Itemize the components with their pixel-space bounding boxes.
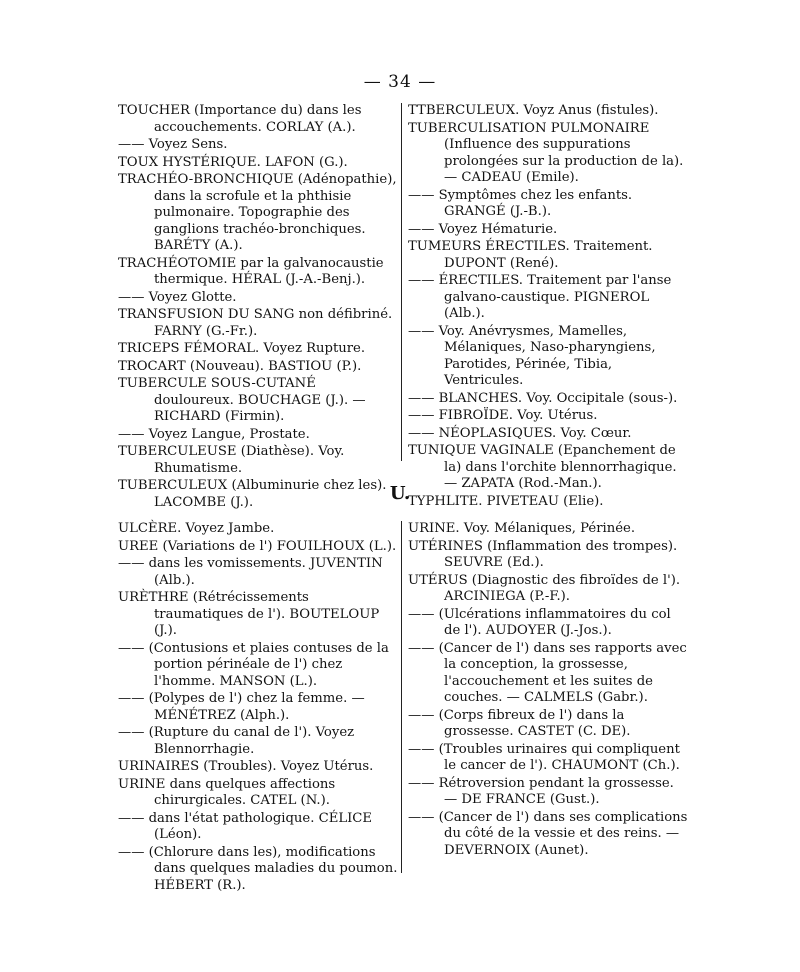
index-entry: —— NÉOPLASIQUES. Voy. Cœur. xyxy=(408,425,632,441)
index-entry: TUBERCULISATION PULMONAIRE (Influence des suppurations prolongées sur la production de la). — CADEAU (Emile). xyxy=(408,120,684,185)
index-column-bottom-left xyxy=(118,521,398,895)
index-entry: —— (Rupture du canal de l'). Voyez Blennorrhagie. xyxy=(118,725,355,757)
index-entry: URINAIRES (Troubles). Voyez Utérus. xyxy=(118,759,374,774)
index-entry: TOUX HYSTÉRIQUE. LAFON (G.). xyxy=(118,154,348,170)
page-number: — 34 — xyxy=(363,72,437,92)
index-entry: URINE. Voy. Mélaniques, Périnée. xyxy=(408,521,636,536)
index-entry: TOUCHER (Importance du) dans les accouchements. CORLAY (A.). xyxy=(118,103,362,135)
index-entry: TUNIQUE VAGINALE (Epanchement de la) dans l'orchite blennorrhagique. — ZAPATA (Rod.-Man.). xyxy=(408,443,677,491)
index-entry: ULCÈRE. Voyez Jambe. xyxy=(118,521,275,536)
index-entry: —— Voyez Glotte. xyxy=(118,289,237,305)
index-entry: URINE dans quelques affections chirurgicales. CATEL (N.). xyxy=(118,776,336,808)
index-entry: —— Rétroversion pendant la grossesse. — DE FRANCE (Gust.). xyxy=(408,775,674,807)
index-entry: —— (Polypes de l') chez la femme. — MÉNÉTREZ (Alph.). xyxy=(118,691,365,723)
index-column-top-right xyxy=(408,103,688,511)
index-entry: —— Symptômes chez les enfants. GRANGÉ (J.-B.). xyxy=(408,187,633,219)
column-divider xyxy=(401,103,402,461)
index-entry: —— ÉRECTILES. Traitement par l'anse galvano-caustique. PIGNEROL (Alb.). xyxy=(408,273,672,321)
index-entry: TRICEPS FÉMORAL. Voyez Rupture. xyxy=(118,341,366,356)
index-entry: UREE (Variations de l') FOUILHOUX (L.). xyxy=(118,538,397,554)
index-entry: —— (Contusions et plaies contuses de la portion périnéale de l') chez l'homme. MANSON (L.). xyxy=(118,640,389,689)
index-entry: TYPHLITE. PIVETEAU (Elie). xyxy=(408,493,604,509)
index-entry: URÈTHRE (Rétrécissements traumatiques de l'). BOUTELOUP (J.). xyxy=(118,590,380,638)
index-entry: TUBERCULEUSE (Diathèse). Voy. Rhumatisme. xyxy=(118,444,345,476)
index-entry: TUBERCULE SOUS-CUTANÉ douloureux. BOUCHAGE (J.). — RICHARD (Firmin). xyxy=(118,376,366,424)
index-entry: —— BLANCHES. Voy. Occipitale (sous-). xyxy=(408,390,678,406)
index-entry: —— (Troubles urinaires qui compliquent le cancer de l'). CHAUMONT (Ch.). xyxy=(408,741,680,773)
index-column-bottom-right xyxy=(408,521,688,860)
index-entry: —— FIBROÏDE. Voy. Utérus. xyxy=(408,408,598,423)
index-entry: UTÉRUS (Diagnostic des fibroïdes de l'). ARCINIEGA (P.-F.). xyxy=(408,572,681,604)
index-entry: —— (Cancer de l') dans ses complications du côté de la vessie et des reins. — DEVERNOIX (Aunet). xyxy=(408,809,688,858)
index-entry: —— dans les vomissements. JUVENTIN (Alb.). xyxy=(118,556,383,588)
index-entry: TUMEURS ÉRECTILES. Traitement. DUPONT (René). xyxy=(408,239,653,271)
index-entry: —— Voyez Langue, Prostate. xyxy=(118,426,310,442)
index-column-top-left xyxy=(118,103,398,512)
index-entry: —— (Cancer de l') dans ses rapports avec la conception, la grossesse, l'accouchement et les suites de couches. — CALMELS (Gabr.). xyxy=(408,640,687,705)
index-entry: —— (Chlorure dans les), modifications dans quelques maladies du poumon. HÉBERT (R.). xyxy=(118,844,398,893)
column-divider xyxy=(401,521,402,873)
index-entry: TROCART (Nouveau). BASTIOU (P.). xyxy=(118,358,362,374)
index-entry: TRANSFUSION DU SANG non défibriné. FARNY (G.-Fr.). xyxy=(118,307,393,339)
index-entry: —— Voy. Anévrysmes, Mamelles, Mélaniques, Naso-pharyngiens, Parotides, Périnée, Tibia, Ventricules. xyxy=(408,323,656,388)
index-entry: —— Voyez Hématurie. xyxy=(408,221,558,237)
section-letter: U. xyxy=(389,483,411,504)
index-entry: —— (Ulcérations inflammatoires du col de l'). AUDOYER (J.-Jos.). xyxy=(408,606,671,638)
index-entry: —— Voyez Sens. xyxy=(118,137,228,152)
index-entry: —— dans l'état pathologique. CÉLICE (Léon). xyxy=(118,810,373,842)
index-entry: —— (Corps fibreux de l') dans la grossesse. CASTET (C. DE). xyxy=(408,707,631,739)
index-entry: TRACHÉO-BRONCHIQUE (Adénopathie), dans la scrofule et la phthisie pulmonaire. Topographie des ganglions trachéo-bronchiques. BARÉTY (A.). xyxy=(118,172,397,253)
index-entry: TTBERCULEUX. Voyz Anus (fistules). xyxy=(408,103,659,118)
index-entry: TUBERCULEUX (Albuminurie chez les). LACOMBE (J.). xyxy=(118,478,387,510)
index-entry: UTÉRINES (Inflammation des trompes). SEUVRE (Ed.). xyxy=(408,538,678,570)
index-entry: TRACHÉOTOMIE par la galvanocaustie thermique. HÉRAL (J.-A.-Benj.). xyxy=(118,255,384,287)
